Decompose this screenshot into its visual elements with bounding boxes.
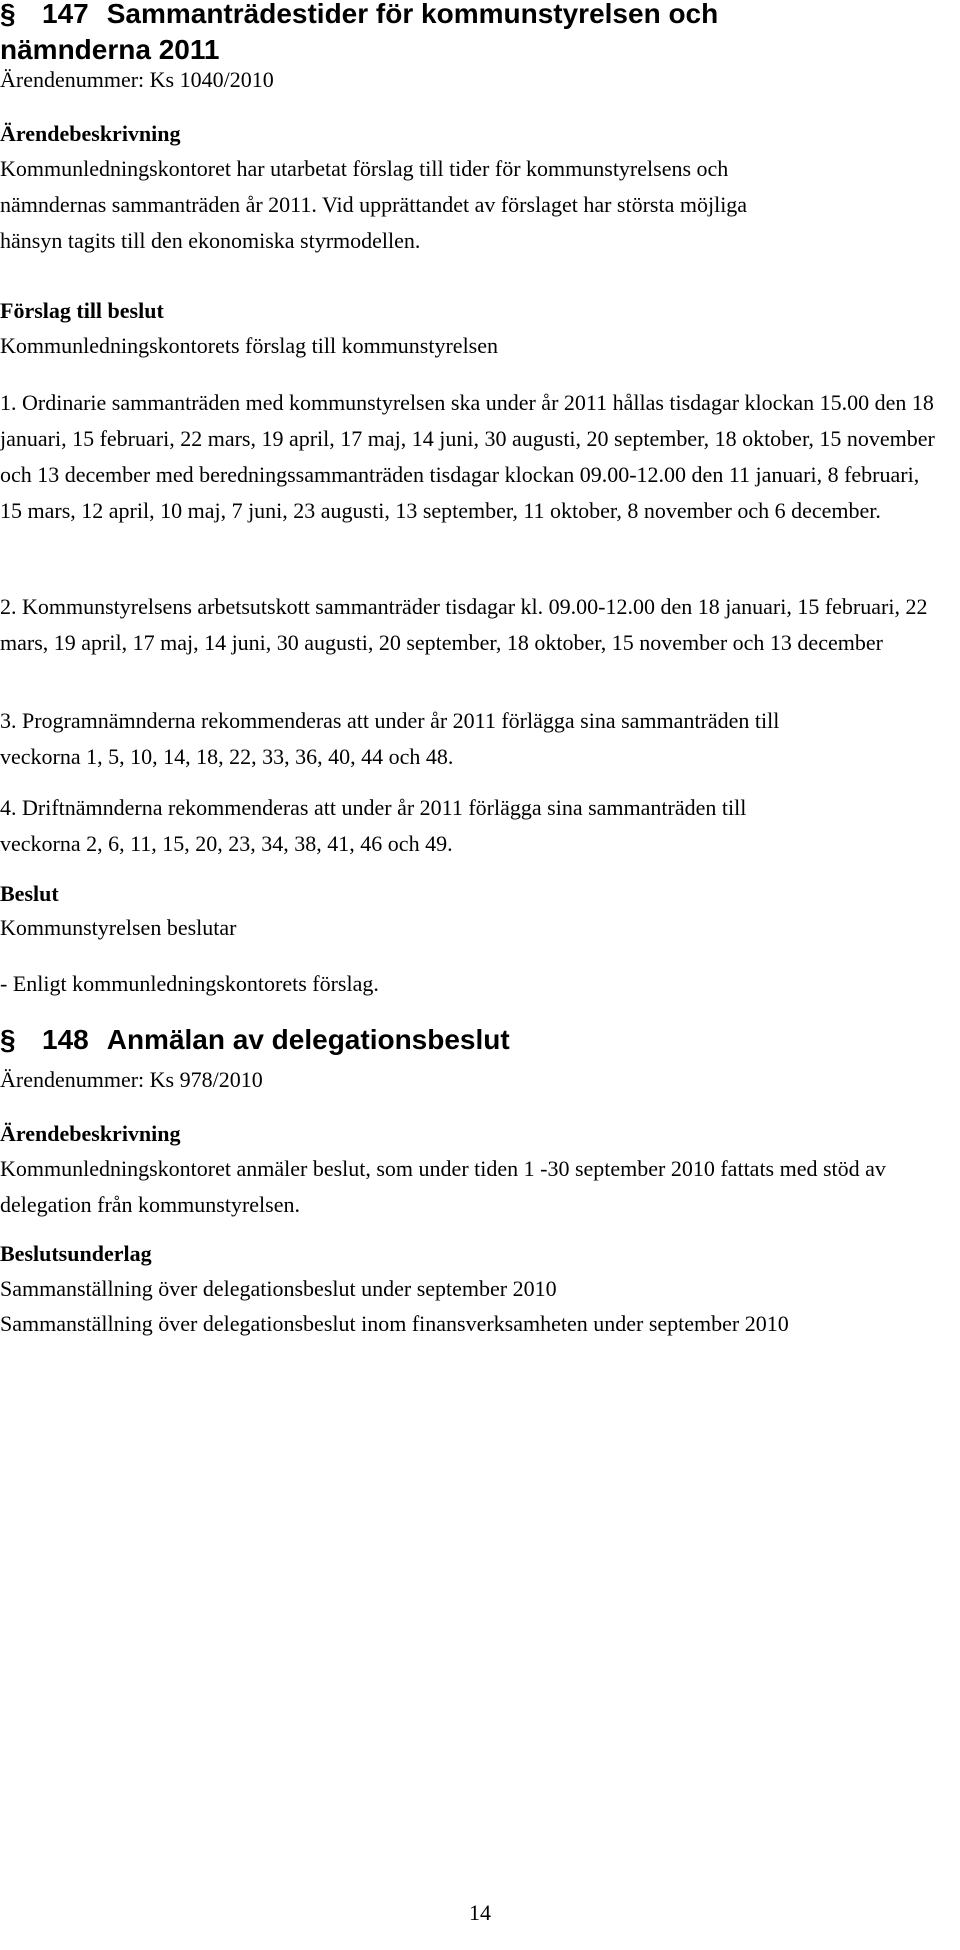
section-sign: § <box>0 0 16 29</box>
page-number: 14 <box>469 1900 491 1925</box>
description-text: Kommunledningskontoret har utarbetat förslag till tider för kommunstyrelsens och nämndernas sammanträden år 2011. Vid upprättandet av förslaget har största möjliga hänsyn tagits till den ekonomiska styrmodellen. <box>0 156 748 253</box>
basis-line-1: Sammanställning över delegationsbeslut under september 2010 <box>0 1276 557 1301</box>
section-title: Anmälan av delegationsbeslut <box>106 1024 510 1055</box>
section-148-heading <box>0 1022 945 1058</box>
proposal-heading: Förslag till beslut <box>0 298 164 323</box>
section-sign: § <box>0 1024 16 1055</box>
decision-heading: Beslut <box>0 881 59 906</box>
proposal-item-2: 2. Kommunstyrelsens arbetsutskott sammanträder tisdagar kl. 09.00-12.00 den 18 januari, 15 februari, 22 mars, 19 april, 17 maj, 14 juni, 30 augusti, 20 september, 18 oktober, 15 november och 13 december <box>0 594 928 655</box>
section-number: 148 <box>42 1024 89 1055</box>
case-number: Ärendenummer: Ks 978/2010 <box>0 1067 263 1092</box>
description-heading: Ärendebeskrivning <box>0 1121 181 1146</box>
basis-heading: Beslutsunderlag <box>0 1241 152 1266</box>
description-text: Kommunledningskontoret anmäler beslut, som under tiden 1 -30 september 2010 fattats med stöd av delegation från kommunstyrelsen. <box>0 1156 886 1217</box>
proposal-item-1: 1. Ordinarie sammanträden med kommunstyrelsen ska under år 2011 hållas tisdagar klockan 15.00 den 18 januari, 15 februari, 22 mars, 19 april, 17 maj, 14 juni, 30 augusti, 20 september, 18 oktober, 15 november och 13 december med beredningssammanträden tisdagar klockan 09.00-12.00 den 11 januari, 8 februari, 15 mars, 12 april, 10 maj, 7 juni, 23 augusti, 13 september, 11 oktober, 8 november och 6 december. <box>0 390 935 523</box>
decision-text: - Enligt kommunledningskontorets förslag. <box>0 971 379 996</box>
section-number: 147 <box>42 0 89 29</box>
description-heading: Ärendebeskrivning <box>0 121 181 146</box>
section-147-heading <box>0 0 945 68</box>
section-title-line1: Sammanträdestider för kommunstyrelsen och <box>106 0 719 29</box>
decision-intro: Kommunstyrelsen beslutar <box>0 915 237 940</box>
proposal-intro: Kommunledningskontorets förslag till kommunstyrelsen <box>0 333 499 358</box>
proposal-item-3: 3. Programnämnderna rekommenderas att under år 2011 förlägga sina sammanträden till veckorna 1, 5, 10, 14, 18, 22, 33, 36, 40, 44 och 48. <box>0 708 780 769</box>
section-title-line2: nämnderna 2011 <box>0 34 220 65</box>
proposal-item-4: 4. Driftnämnderna rekommenderas att under år 2011 förlägga sina sammanträden till veckorna 2, 6, 11, 15, 20, 23, 34, 38, 41, 46 och 49. <box>0 795 747 856</box>
case-number: Ärendenummer: Ks 1040/2010 <box>0 67 274 92</box>
basis-line-2: Sammanställning över delegationsbeslut inom finansverksamheten under september 2010 <box>0 1311 789 1336</box>
